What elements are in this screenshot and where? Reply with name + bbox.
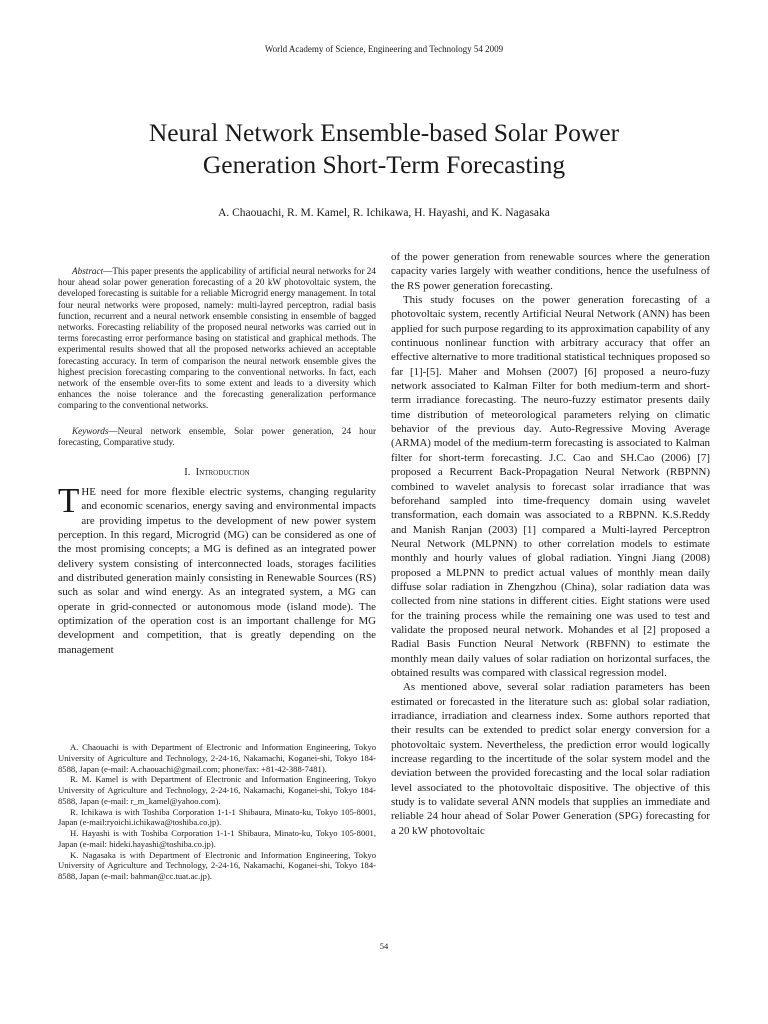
- author-footnotes: [58, 742, 376, 882]
- section-title: Introduction: [195, 467, 250, 479]
- abstract-text: —This paper presents the applicability of artificial neural networks for 24 hour ahead solar power generation forecasting of a 20 kW photovoltaic system, the developed forecasting is suitable for a reliable Microgrid energy management. In total four neural networks were proposed, namely: multi-layred perceptron, radial basis function, recurrent and a neural network ensemble consisting in ensemble of bagged networks. Forecasting reliability of the proposed neural networks was carried out in terms forecasting error performance basing on statistical and graphical methods. The experimental results showed that all the proposed networks achieved an acceptable forecasting accuracy. In term of comparison the neural network ensemble gives the highest precision forecasting comparing to the conventional networks. In fact, each network of the ensemble over-fits to some extent and leads to a diversity which enhances the noise tolerance and the forecasting generalization performance comparing to the conventional networks.: [58, 266, 376, 411]
- section-heading: [58, 467, 376, 478]
- title-line-1: Neural Network Ensemble-based Solar Power: [148, 118, 620, 147]
- author-list: A. Chaouachi, R. M. Kamel, R. Ichikawa, H. Hayashi, and K. Nagasaka: [218, 207, 550, 219]
- drop-cap: T: [58, 481, 80, 521]
- intro-text: HE need for more flexible electric systems, changing regularity and economic scenarios, energy saving and environmental impacts are providing impetus to the development of new power system perception. In this regard, Microgrid (MG) can be considered as one of the most promising concepts; a MG is defined as an integrated power delivery system consisting of interconnected loads, storages facilities and distributed generation mainly consisting in Renewable Sources (RS) such as solar and wind energy. As an integrated system, a MG can operate in grid-connected or autonomous mode (island mode). The optimization of the operation cost is an important challenge for MG development and competition, that is greatly depending on the management: [58, 486, 376, 656]
- body-paragraph: of the power generation from renewable sources where the generation capacity varies largely with weather conditions, hence the usefulness of the RS power generation forecasting.: [391, 251, 710, 292]
- paper-title: [60, 117, 708, 181]
- footnote: R. Ichikawa is with Toshiba Corporation 1-1-1 Shibaura, Minato-ku, Tokyo 105-8001, Japan (e-mail:ryoichi.ichikawa@toshiba.co.jp).: [58, 806, 376, 828]
- footnote: K. Nagasaka is with Department of Electronic and Information Engineering, Tokyo University of Agriculture and Technology, 2-24-16, Nakamachi, Koganei-shi, Tokyo 184-8588, Japan (e-mail: bahman@cc.tuat.ac.jp).: [58, 849, 376, 881]
- title-line-2: Generation Short-Term Forecasting: [202, 150, 566, 179]
- footnote: A. Chaouachi is with Department of Electronic and Information Engineering, Tokyo University of Agriculture and Technology, 2-24-16, Nakamachi, Koganei-shi, Tokyo 184-8588, Japan (e-mail: A.chaouachi@gmail.com; phone/fax: +81-42-388-7481).: [58, 742, 376, 774]
- section-number: I.: [184, 467, 191, 479]
- right-column: [391, 250, 710, 838]
- abstract-label: Abstract: [72, 266, 104, 276]
- footnote: H. Hayashi is with Toshiba Corporation 1-1-1 Shibaura, Minato-ku, Tokyo 105-8001, Japan (e-mail: hideki.hayashi@toshiba.co.jp).: [58, 828, 376, 849]
- body-paragraph: As mentioned above, several solar radiation parameters has been estimated or forecasted in the literature such as: global solar radiation, irradiance, irradiation and clearness index. Some authors reported that their results can be extended to predict solar energy conversion for a photovoltaic system. Nevertheless, the prediction error would logically increase regarding to the incertitude of the solar system model and the deviation between the provided forecasting and the local solar radiation level associated to the photovoltaic dispositive. The objective of this study is to validate several ANN models that supplies an immediate and reliable 24 hour ahead of Solar Power Generation (SPG) forecasting for a 20 kW photovoltaic: [391, 681, 710, 837]
- body-paragraph: This study focuses on the power generation forecasting of a photovoltaic system, recently Artificial Neural Network (ANN) has been applied for such purpose regarding to its approximation capability of any continuous nonlinear function with arbitrary accuracy that offer an effective alternative to more traditional statistical techniques proposed so far [1]-[5]. Maher and Mohsen (2007) [6] proposed a neuro-fuzy network associated to Kalman Filter for both medium-term and short-term irradiance forecasting. The neuro-fuzzy estimator presents daily time distribution of meteorological parameters relying on climatic behavior of the previous day. Auto-Regressive Moving Average (ARMA) model of the medium-term forecasting is associated to Kalman filter for short-term forecasting. J.C. Cao and SH.Cao (2006) [7] proposed a Recurrent Back-Propagation Neural Network (RBPNN) combined to wavelet analysis to forecast solar irradiance that was beforehand sampled into time-frequency domain using wavelet transformation, each domain was associated to a RBPNN. K.S.Reddy and Manish Ranjan (2003) [1] compared a Multi-layred Perceptron Neural Network (MLPNN) to other correlation models to estimate monthly and hourly values of global radiation. Yingni Jiang (2008) proposed a MLPNN to predict actual values of monthly mean daily diffuse solar radiation in Zhengzhou (China), solar radiation data was collected from nine stations in different cities. Eight stations were used for the training process while the remaining one was used to test and validate the proposed neural network. Mohandes et al [2] proposed a Radial Basis Function Neural Network (RBFNN) to estimate the monthly mean daily values of solar radiation on horizontal surfaces, the obtained results was compared with classical regression model.: [391, 294, 710, 679]
- left-column: [58, 266, 376, 657]
- keywords: [58, 426, 376, 448]
- page-number: 54: [379, 941, 389, 951]
- running-header: World Academy of Science, Engineering and Technology 54 2009: [264, 44, 504, 54]
- keywords-label: Keywords: [72, 425, 109, 436]
- intro-paragraph: [58, 481, 376, 657]
- abstract: [58, 266, 376, 412]
- footnote: R. M. Kamel is with Department of Electronic and Information Engineering, Tokyo University of Agriculture and Technology, 2-24-16, Nakamachi, Koganei-shi, Tokyo 184-8588, Japan (e-mail: r_m_kamel@yahoo.com).: [58, 774, 376, 806]
- keywords-text: —Neural network ensemble, Solar power generation, 24 hour forecasting, Comparative study.: [58, 425, 376, 447]
